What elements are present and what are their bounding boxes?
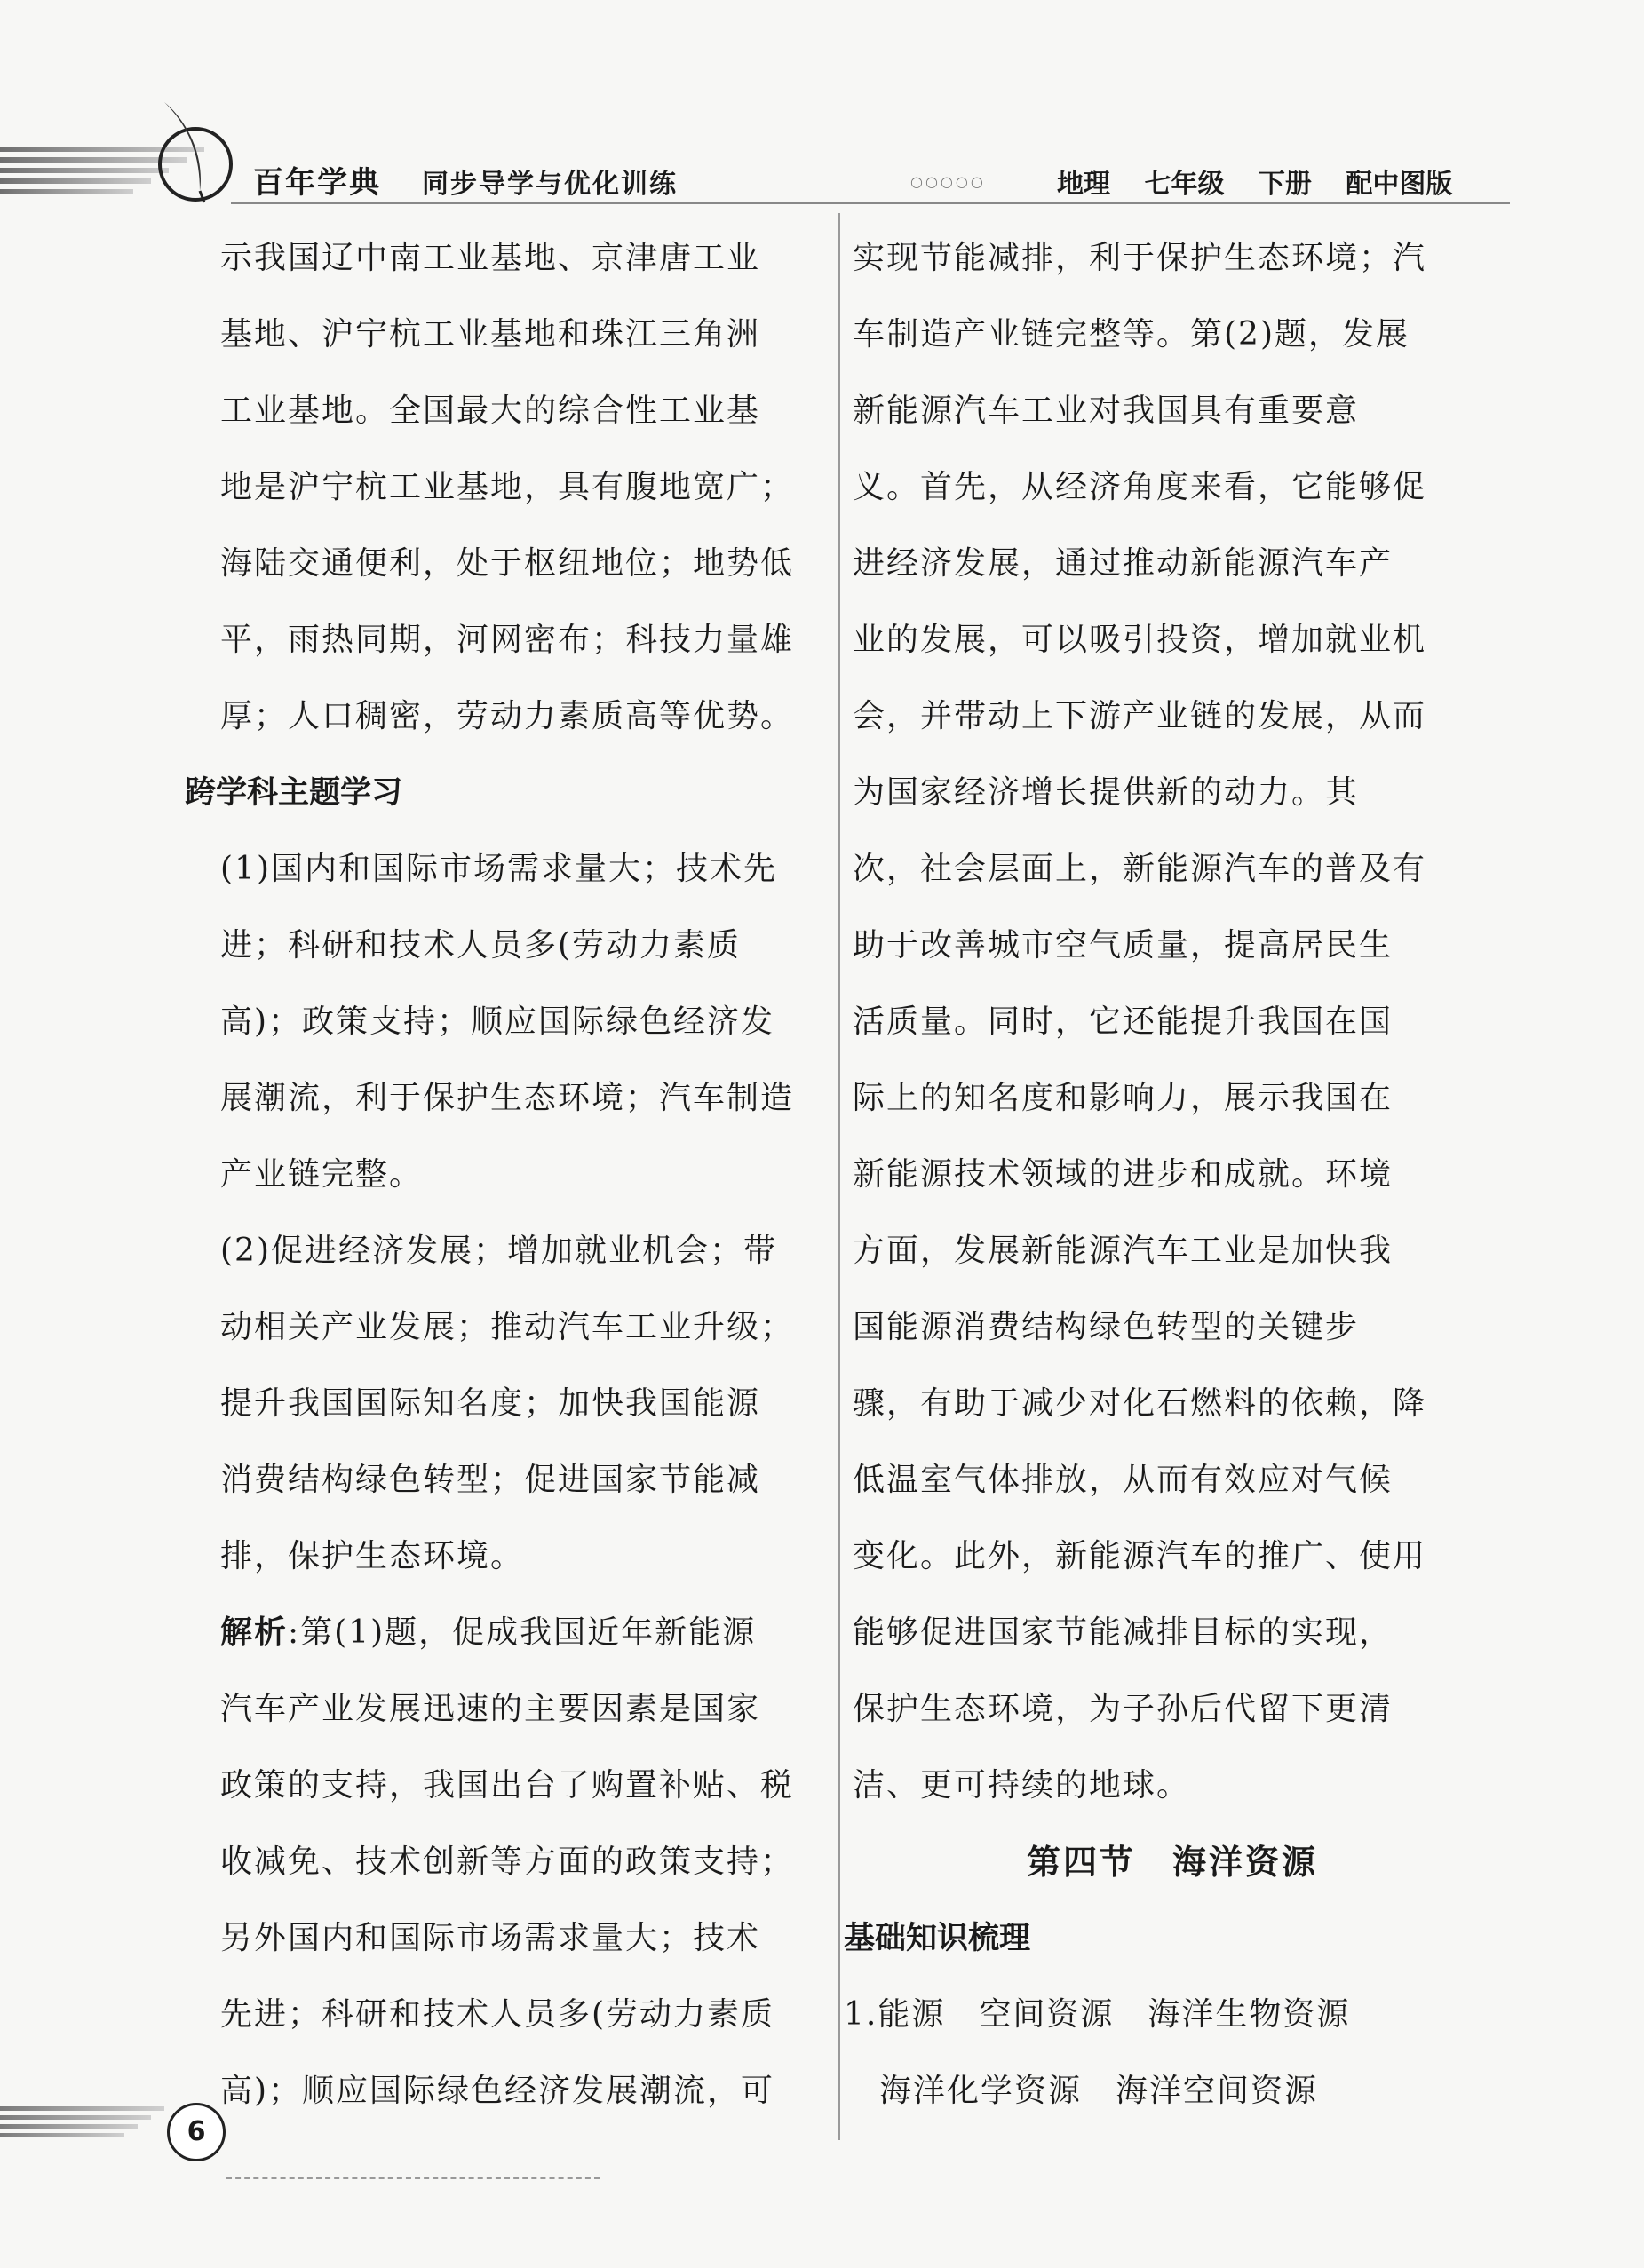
text-line: 方面，发展新能源汽车工业是加快我 bbox=[853, 1233, 1394, 1269]
text-line: 示我国辽中南工业基地、京津唐工业 bbox=[220, 240, 761, 276]
text-line: 变化。此外，新能源汽车的推广、使用 bbox=[853, 1538, 1427, 1574]
text-line: 动相关产业发展；推动汽车工业升级； bbox=[220, 1309, 795, 1345]
text-line: 另外国内和国际市场需求量大；技术 bbox=[220, 1920, 761, 1956]
text-line: 助于改善城市空气质量，提高居民生 bbox=[853, 927, 1394, 964]
text-line: 高)；顺应国际绿色经济发展潮流，可 bbox=[220, 2073, 775, 2109]
text-line: 政策的支持，我国出台了购置补贴、税 bbox=[220, 1767, 795, 1804]
text-line: 能够促进国家节能减排目标的实现， bbox=[853, 1614, 1394, 1651]
text-line: 业的发展，可以吸引投资，增加就业机 bbox=[853, 622, 1427, 658]
section-heading: 跨学科主题学习 bbox=[185, 775, 403, 811]
text-line: 工业基地。全国最大的综合性工业基 bbox=[220, 393, 761, 429]
right-column bbox=[844, 220, 1492, 2129]
text-line: 新能源汽车工业对我国具有重要意 bbox=[853, 393, 1360, 429]
grade: 七年级 bbox=[1144, 169, 1225, 200]
subject: 地理 bbox=[1057, 169, 1110, 200]
analysis-label: 解析 bbox=[220, 1614, 289, 1651]
text-line: 展潮流，利于保护生态环境；汽车制造 bbox=[220, 1080, 795, 1116]
text-line: 保护生态环境，为子孙后代留下更清 bbox=[853, 1691, 1394, 1727]
header-dots: ○○○○○ bbox=[910, 173, 986, 190]
text-line: (2)促进经济发展；增加就业机会；带 bbox=[220, 1233, 777, 1269]
text-line: 消费结构绿色转型；促进国家节能减 bbox=[220, 1462, 761, 1498]
text-line: 实现节能减排，利于保护生态环境；汽 bbox=[853, 240, 1427, 276]
text-line: 低温室气体排放，从而有效应对气候 bbox=[853, 1462, 1394, 1498]
brand-title: 百年学典 bbox=[253, 165, 381, 201]
text-line: 汽车产业发展迅速的主要因素是国家 bbox=[220, 1691, 761, 1727]
text-line: 进经济发展，通过推动新能源汽车产 bbox=[853, 545, 1394, 582]
text-line: 新能源技术领域的进步和成就。环境 bbox=[853, 1156, 1394, 1193]
text-line: 基地、沪宁杭工业基地和珠江三角洲 bbox=[220, 316, 761, 353]
book-subtitle: 同步导学与优化训练 bbox=[422, 169, 678, 200]
text-line: 收减免、技术创新等方面的政策支持； bbox=[220, 1844, 795, 1880]
footer-dashed-rule bbox=[226, 2177, 600, 2179]
text-line: 海洋化学资源 海洋空间资源 bbox=[879, 2073, 1319, 2109]
page-header bbox=[0, 0, 1644, 213]
text-line: (1)国内和国际市场需求量大；技术先 bbox=[220, 851, 777, 887]
text-line: 骤，有助于减少对化石燃料的依赖，降 bbox=[853, 1385, 1427, 1422]
text-line: 海陆交通便利，处于枢纽地位；地势低 bbox=[220, 545, 795, 582]
text-line: 义。首先，从经济角度来看，它能够促 bbox=[853, 469, 1427, 505]
analysis-text: :第(1)题，促成我国近年新能源 bbox=[288, 1614, 757, 1651]
text-line: 车制造产业链完整等。第(2)题，发展 bbox=[853, 316, 1410, 353]
section-title: 第四节 海洋资源 bbox=[1026, 1843, 1318, 1882]
text-line: 地是沪宁杭工业基地，具有腹地宽广； bbox=[220, 469, 795, 505]
volume: 下册 bbox=[1258, 169, 1312, 200]
text-line: 次，社会层面上，新能源汽车的普及有 bbox=[853, 851, 1427, 887]
quill-icon bbox=[151, 98, 249, 204]
text-line: 进；科研和技术人员多(劳动力素质 bbox=[220, 927, 742, 964]
text-line: 提升我国国际知名度；加快我国能源 bbox=[220, 1385, 761, 1422]
text-line: 际上的知名度和影响力，展示我国在 bbox=[853, 1080, 1394, 1116]
text-line: 产业链完整。 bbox=[220, 1156, 424, 1193]
subheading: 基础知识梳理 bbox=[844, 1921, 1031, 1956]
text-line: 先进；科研和技术人员多(劳动力素质 bbox=[220, 1996, 775, 2033]
text-line: 活质量。同时，它还能提升我国在国 bbox=[853, 1003, 1394, 1040]
analysis-first-line bbox=[220, 1595, 824, 1671]
text-line: 洁、更可持续的地球。 bbox=[853, 1767, 1191, 1804]
text-line: 高)；政策支持；顺应国际绿色经济发 bbox=[220, 1003, 775, 1040]
left-column bbox=[185, 220, 824, 2129]
text-line: 平，雨热同期，河网密布；科技力量雄 bbox=[220, 622, 795, 658]
text-line: 会，并带动上下游产业链的发展，从而 bbox=[853, 698, 1427, 734]
edition: 配中图版 bbox=[1346, 169, 1453, 200]
text-line: 厚；人口稠密，劳动力素质高等优势。 bbox=[220, 698, 795, 734]
text-line: 国能源消费结构绿色转型的关键步 bbox=[853, 1309, 1360, 1345]
page-number: 6 bbox=[167, 2103, 226, 2161]
text-line: 1.能源 空间资源 海洋生物资源 bbox=[844, 1996, 1351, 2033]
text-line: 排，保护生态环境。 bbox=[220, 1538, 525, 1574]
course-info bbox=[1057, 162, 1477, 201]
text-line: 为国家经济增长提供新的动力。其 bbox=[853, 774, 1360, 811]
header-rule bbox=[231, 202, 1510, 204]
column-divider bbox=[838, 213, 840, 2140]
